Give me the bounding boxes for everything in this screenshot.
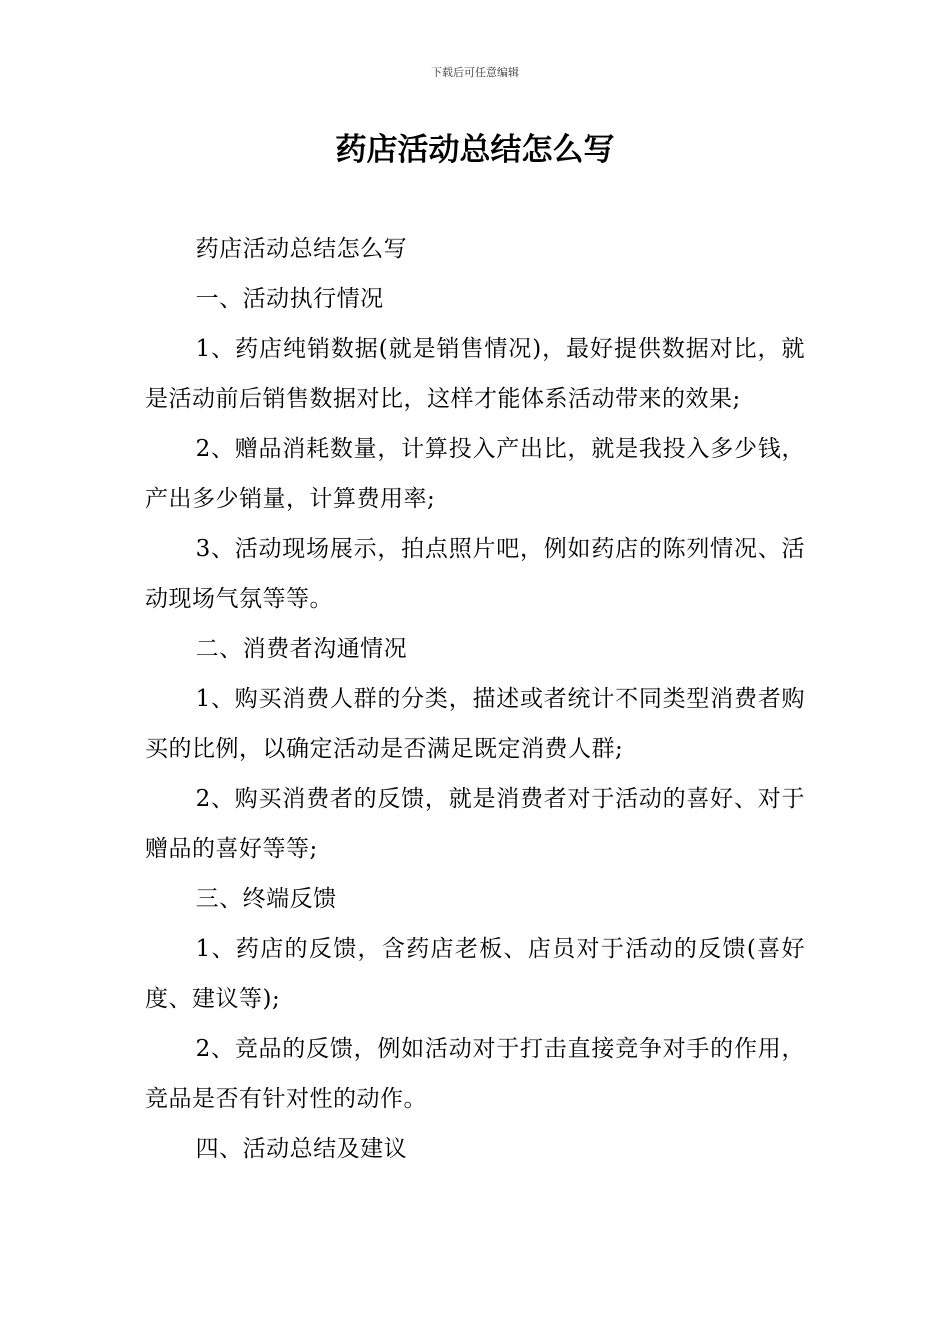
section-heading-2: 二、消费者沟通情况 xyxy=(195,636,408,662)
header-note: 下载后可任意编辑 xyxy=(431,66,519,79)
paragraph: 2、赠品消耗数量，计算投入产出比，就是我投入多少钱，产出多少销量，计算费用率; xyxy=(145,436,805,512)
document-body xyxy=(145,224,805,1174)
paragraph-subtitle: 药店活动总结怎么写 xyxy=(195,236,408,262)
paragraph: 1、药店纯销数据(就是销售情况)，最好提供数据对比，就是活动前后销售数据对比，这样才能体系活动带来的效果; xyxy=(145,336,805,412)
paragraph: 2、购买消费者的反馈，就是消费者对于活动的喜好、对于赠品的喜好等等; xyxy=(145,786,805,862)
paragraph: 1、药店的反馈，含药店老板、店员对于活动的反馈(喜好度、建议等); xyxy=(145,936,805,1012)
section-heading-3: 三、终端反馈 xyxy=(195,886,337,912)
paragraph: 1、购买消费人群的分类，描述或者统计不同类型消费者购买的比例，以确定活动是否满足既定消费人群; xyxy=(145,686,805,762)
document-title: 药店活动总结怎么写 xyxy=(335,132,615,168)
section-heading-1: 一、活动执行情况 xyxy=(195,286,384,312)
section-heading-4: 四、活动总结及建议 xyxy=(195,1136,408,1162)
paragraph: 2、竞品的反馈，例如活动对于打击直接竞争对手的作用，竞品是否有针对性的动作。 xyxy=(145,1036,805,1112)
paragraph: 3、活动现场展示，拍点照片吧，例如药店的陈列情况、活动现场气氛等等。 xyxy=(145,536,805,612)
